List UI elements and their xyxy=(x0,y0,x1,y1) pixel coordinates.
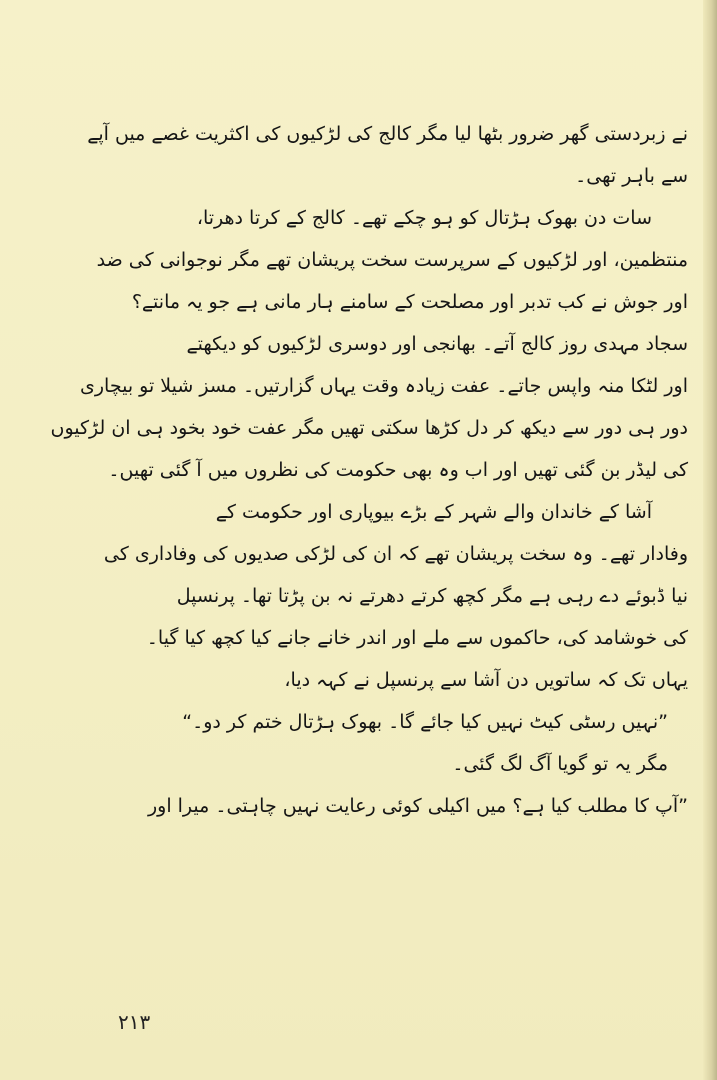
text-line: سجاد مہدی روز کالج آتے۔ بھانجی اور دوسری لڑکیوں کو دیکھتے xyxy=(186,333,688,355)
text-line: اور لٹکا منہ واپس جاتے۔ عفت زیادہ وقت یہاں گزارتیں۔ مسز شیلا تو بیچاری xyxy=(80,375,688,397)
text-line: مگر یہ تو گویا آگ لگ گئی۔ xyxy=(452,753,668,775)
text-line: کی لیڈر بن گئی تھیں اور اب وہ بھی حکومت کی نظروں میں آ گئی تھیں۔ xyxy=(108,459,688,481)
page-edge-shadow xyxy=(703,0,717,1080)
text-line: ”نہیں رسٹی کیٹ نہیں کیا جائے گا۔ بھوک ہڑتال ختم کر دو۔“ xyxy=(182,711,668,733)
text-line: اور جوش نے کب تدبر اور مصلحت کے سامنے ہار مانی ہے جو یہ مانتے؟ xyxy=(131,291,688,313)
text-line: نے زبردستی گھر ضرور بٹھا لیا مگر کالج کی لڑکیوں کی اکثریت غصے میں آپے xyxy=(87,123,688,145)
text-line: دور ہی دور سے دیکھ کر دل کڑھا سکتی تھیں مگر عفت خود بخود ہی ان لڑکیوں xyxy=(50,417,688,439)
text-line: وفادار تھے۔ وہ سخت پریشان تھے کہ ان کی لڑکی صدیوں کی وفاداری کی xyxy=(103,543,688,565)
text-line: منتظمین، اور لڑکیوں کے سرپرست سخت پریشان تھے مگر نوجوانی کی ضد xyxy=(96,249,688,271)
page-text xyxy=(50,120,688,960)
text-line: نیا ڈبوئے دے رہی ہے مگر کچھ کرتے دھرتے نہ بن پڑتا تھا۔ پرنسپل xyxy=(176,585,688,607)
text-line: کی خوشامد کی، حاکموں سے ملے اور اندر خانے جانے کیا کچھ کیا گیا۔ xyxy=(146,627,688,649)
text-line: آشا کے خاندان والے شہر کے بڑے بیوپاری اور حکومت کے xyxy=(215,501,652,523)
text-line: سات دن بھوک ہڑتال کو ہو چکے تھے۔ کالج کے کرتا دھرتا، xyxy=(196,207,652,229)
text-line: سے باہر تھی۔ xyxy=(575,165,688,187)
text-line: یہاں تک کہ ساتویں دن آشا سے پرنسپل نے کہہ دیا، xyxy=(284,669,688,691)
text-line: ”آپ کا مطلب کیا ہے؟ میں اکیلی کوئی رعایت نہیں چاہتی۔ میرا اور xyxy=(147,795,688,817)
page-number: ۲۱۳ xyxy=(118,1010,151,1034)
